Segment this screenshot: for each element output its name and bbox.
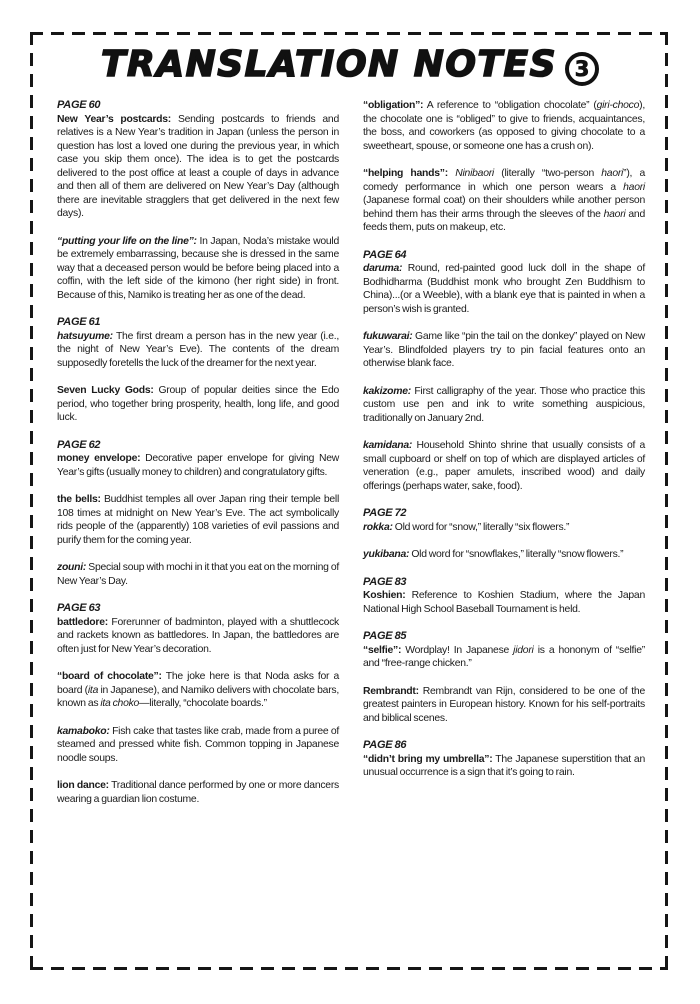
note-entry: “board of chocolate”: The joke here is that Noda asks for a board (ita in Japanese), and Namiko delivers with chocolate bars, known as ita choko—literally, “chocolate boards.” — [57, 671, 339, 709]
note-entry: Koshien: Reference to Koshien Stadium, where the Japan National High School Baseball Tournament is held. — [363, 590, 645, 615]
page-ref-heading: PAGE 63 — [57, 602, 101, 614]
note-term: “obligation”: — [363, 100, 424, 111]
note-term: “didn’t bring my umbrella”: — [363, 753, 493, 765]
dashed-border-bottom — [30, 967, 668, 970]
note-entry: fukuwarai: Game like “pin the tail on the donkey” played on New Year’s. Blindfolded players try to pin facial features onto an otherwise blank face. — [363, 331, 645, 369]
note-entry: the bells: Buddhist temples all over Japan ring their temple bell 108 times at midnight on New Year’s Eve. The act symbolically rids people of the (apparently) 108 varieties of evil passions and purify them for the coming year. — [57, 494, 340, 546]
note-term: battledore: — [57, 616, 108, 628]
note-term: “putting your life on the line”: — [57, 235, 197, 247]
note-entry: daruma: Round, red-painted good luck doll in the shape of Bodhidharma (Buddhist monk who brought Zen Buddhism to China)...(or a Weeble), with a blank eye that is painted in when a person’s wish is granted. — [363, 263, 645, 315]
circled-3-badge: 3 — [565, 52, 599, 86]
notes-columns — [57, 99, 645, 820]
page-ref-heading: PAGE 86 — [363, 739, 407, 751]
note-term: fukuwarai: — [363, 331, 413, 342]
note-term: yukibana: — [363, 549, 410, 560]
page-ref-heading: PAGE 83 — [363, 575, 407, 588]
note-entry: rokka: Old word for “snow,” literally “six flowers.” — [363, 521, 570, 533]
page-ref-heading: PAGE 61 — [57, 316, 101, 328]
right-column — [363, 99, 645, 820]
note-entry: “putting your life on the line”: In Japan, Noda’s mistake would be extremely embarrassing, because she is dressed in the same way that a deceased person would be before being placed into a coffin, with the left side of the kimono (her right side) in front. Because of this, Namiko is treating her as one of the dead. — [57, 235, 339, 301]
dashed-border-top — [30, 32, 668, 35]
note-term: lion dance: — [57, 780, 109, 791]
note-term: kakizome: — [363, 385, 411, 397]
note-term: zouni: — [57, 562, 87, 573]
note-entry: kamidana: Household Shinto shrine that usually consists of a small cupboard or shelf on top of which are displayed articles of veneration (e.g., paper amulets, inscribed wood) and daily offerings (perhaps water, sake, food). — [363, 440, 645, 492]
note-term: kamaboko: — [57, 725, 110, 737]
page-ref-heading: PAGE 85 — [363, 630, 407, 642]
note-entry: battledore: Forerunner of badminton, played with a shuttlecock and rackets known as battledores. In Japan, the battledores are often just for New Year’s decoration. — [57, 616, 339, 655]
note-term: Koshien: — [363, 590, 406, 601]
note-entry: “helping hands”: Ninibaori (literally “two-person haori”), a comedy performance in which one person wears a haori (Japanese formal coat) on their shoulders while another person behind them has their arms through the sleeves of the haori and feeds them, puts on makeup, etc. — [363, 168, 645, 233]
note-entry: “obligation”: A reference to “obligation chocolate” (giri-choco), the chocolate one is “obliged” to give to friends, acquaintances, the boss, and coworkers (as opposed to giving chocolate to a sweetheart, spouse, or someone one has a crush on). — [363, 100, 645, 152]
note-term: “selfie”: — [363, 644, 402, 656]
note-entry: Seven Lucky Gods: Group of popular deities since the Edo period, who together bring prosperity, health, long life, and good luck. — [57, 385, 339, 423]
note-term: New Year’s postcards: — [57, 113, 172, 125]
note-entry: yukibana: Old word for “snowflakes,” literally “snow flowers.” — [363, 549, 624, 560]
note-entry: kamaboko: Fish cake that tastes like crab, made from a puree of steamed and pressed white fish. Common topping in Japanese noodle soups. — [57, 725, 340, 764]
note-entry: hatsuyume: The first dream a person has in the new year (i.e., the night of New Year’s Eve). The contents of the dream supposedly foretells the luck of the dreamer for the next year. — [57, 330, 339, 369]
page-ref-heading: PAGE 72 — [363, 507, 407, 519]
note-entry: lion dance: Traditional dance performed by one or more dancers wearing a guardian lion costume. — [57, 780, 339, 805]
title-row — [0, 44, 700, 89]
note-term: “helping hands”: — [363, 168, 448, 179]
left-column — [57, 99, 339, 820]
dashed-border-right — [665, 32, 668, 970]
note-entry: “didn’t bring my umbrella”: The Japanese superstition that an unusual occurrence is a sign that it’s going to rain. — [363, 753, 645, 778]
note-term: daruma: — [363, 263, 403, 274]
page-ref-heading: PAGE 60 — [57, 99, 101, 111]
page-title: TRANSLATION NOTES — [100, 44, 558, 85]
note-term: money envelope: — [57, 453, 141, 464]
note-entry: money envelope: Decorative paper envelope for giving New Year’s gifts (usually money to children) and congratulatory gifts. — [57, 453, 339, 478]
note-entry: New Year’s postcards: Sending postcards to friends and relatives is a New Year’s tradition in Japan (unless the person in question has lost a loved one during the previous year, in which case you skip them once). The idea is to get the postcards delivered to the post office at least a couple of days in advance and then all of them are delivered on New Year’s Day (although there are inevitable stragglers that get delivered in the next few days). — [57, 113, 339, 219]
note-term: Rembrandt: — [363, 685, 419, 697]
note-entry: Rembrandt: Rembrandt van Rijn, considered to be one of the greatest painters in European history. Known for his self-portraits and biblical scenes. — [363, 685, 645, 724]
note-term: kamidana: — [363, 440, 413, 451]
note-term: the bells: — [57, 494, 101, 505]
dashed-border-left — [30, 32, 33, 970]
note-term: “board of chocolate”: — [57, 671, 162, 682]
note-term: hatsuyume: — [57, 330, 113, 342]
note-entry: zouni: Special soup with mochi in it that you eat on the morning of New Year’s Day. — [57, 562, 339, 587]
page-ref-heading: PAGE 64 — [363, 248, 407, 261]
note-entry: kakizome: First calligraphy of the year. Those who practice this custom use pen and ink to write something auspicious, traditionally on January 2nd. — [363, 385, 645, 424]
note-term: Seven Lucky Gods: — [57, 385, 154, 396]
note-term: rokka: — [363, 521, 393, 533]
page-ref-heading: PAGE 62 — [57, 438, 101, 451]
note-entry: “selfie”: Wordplay! In Japanese jidori is a hononym of “selfie” and “free-range chicken.” — [363, 644, 645, 669]
